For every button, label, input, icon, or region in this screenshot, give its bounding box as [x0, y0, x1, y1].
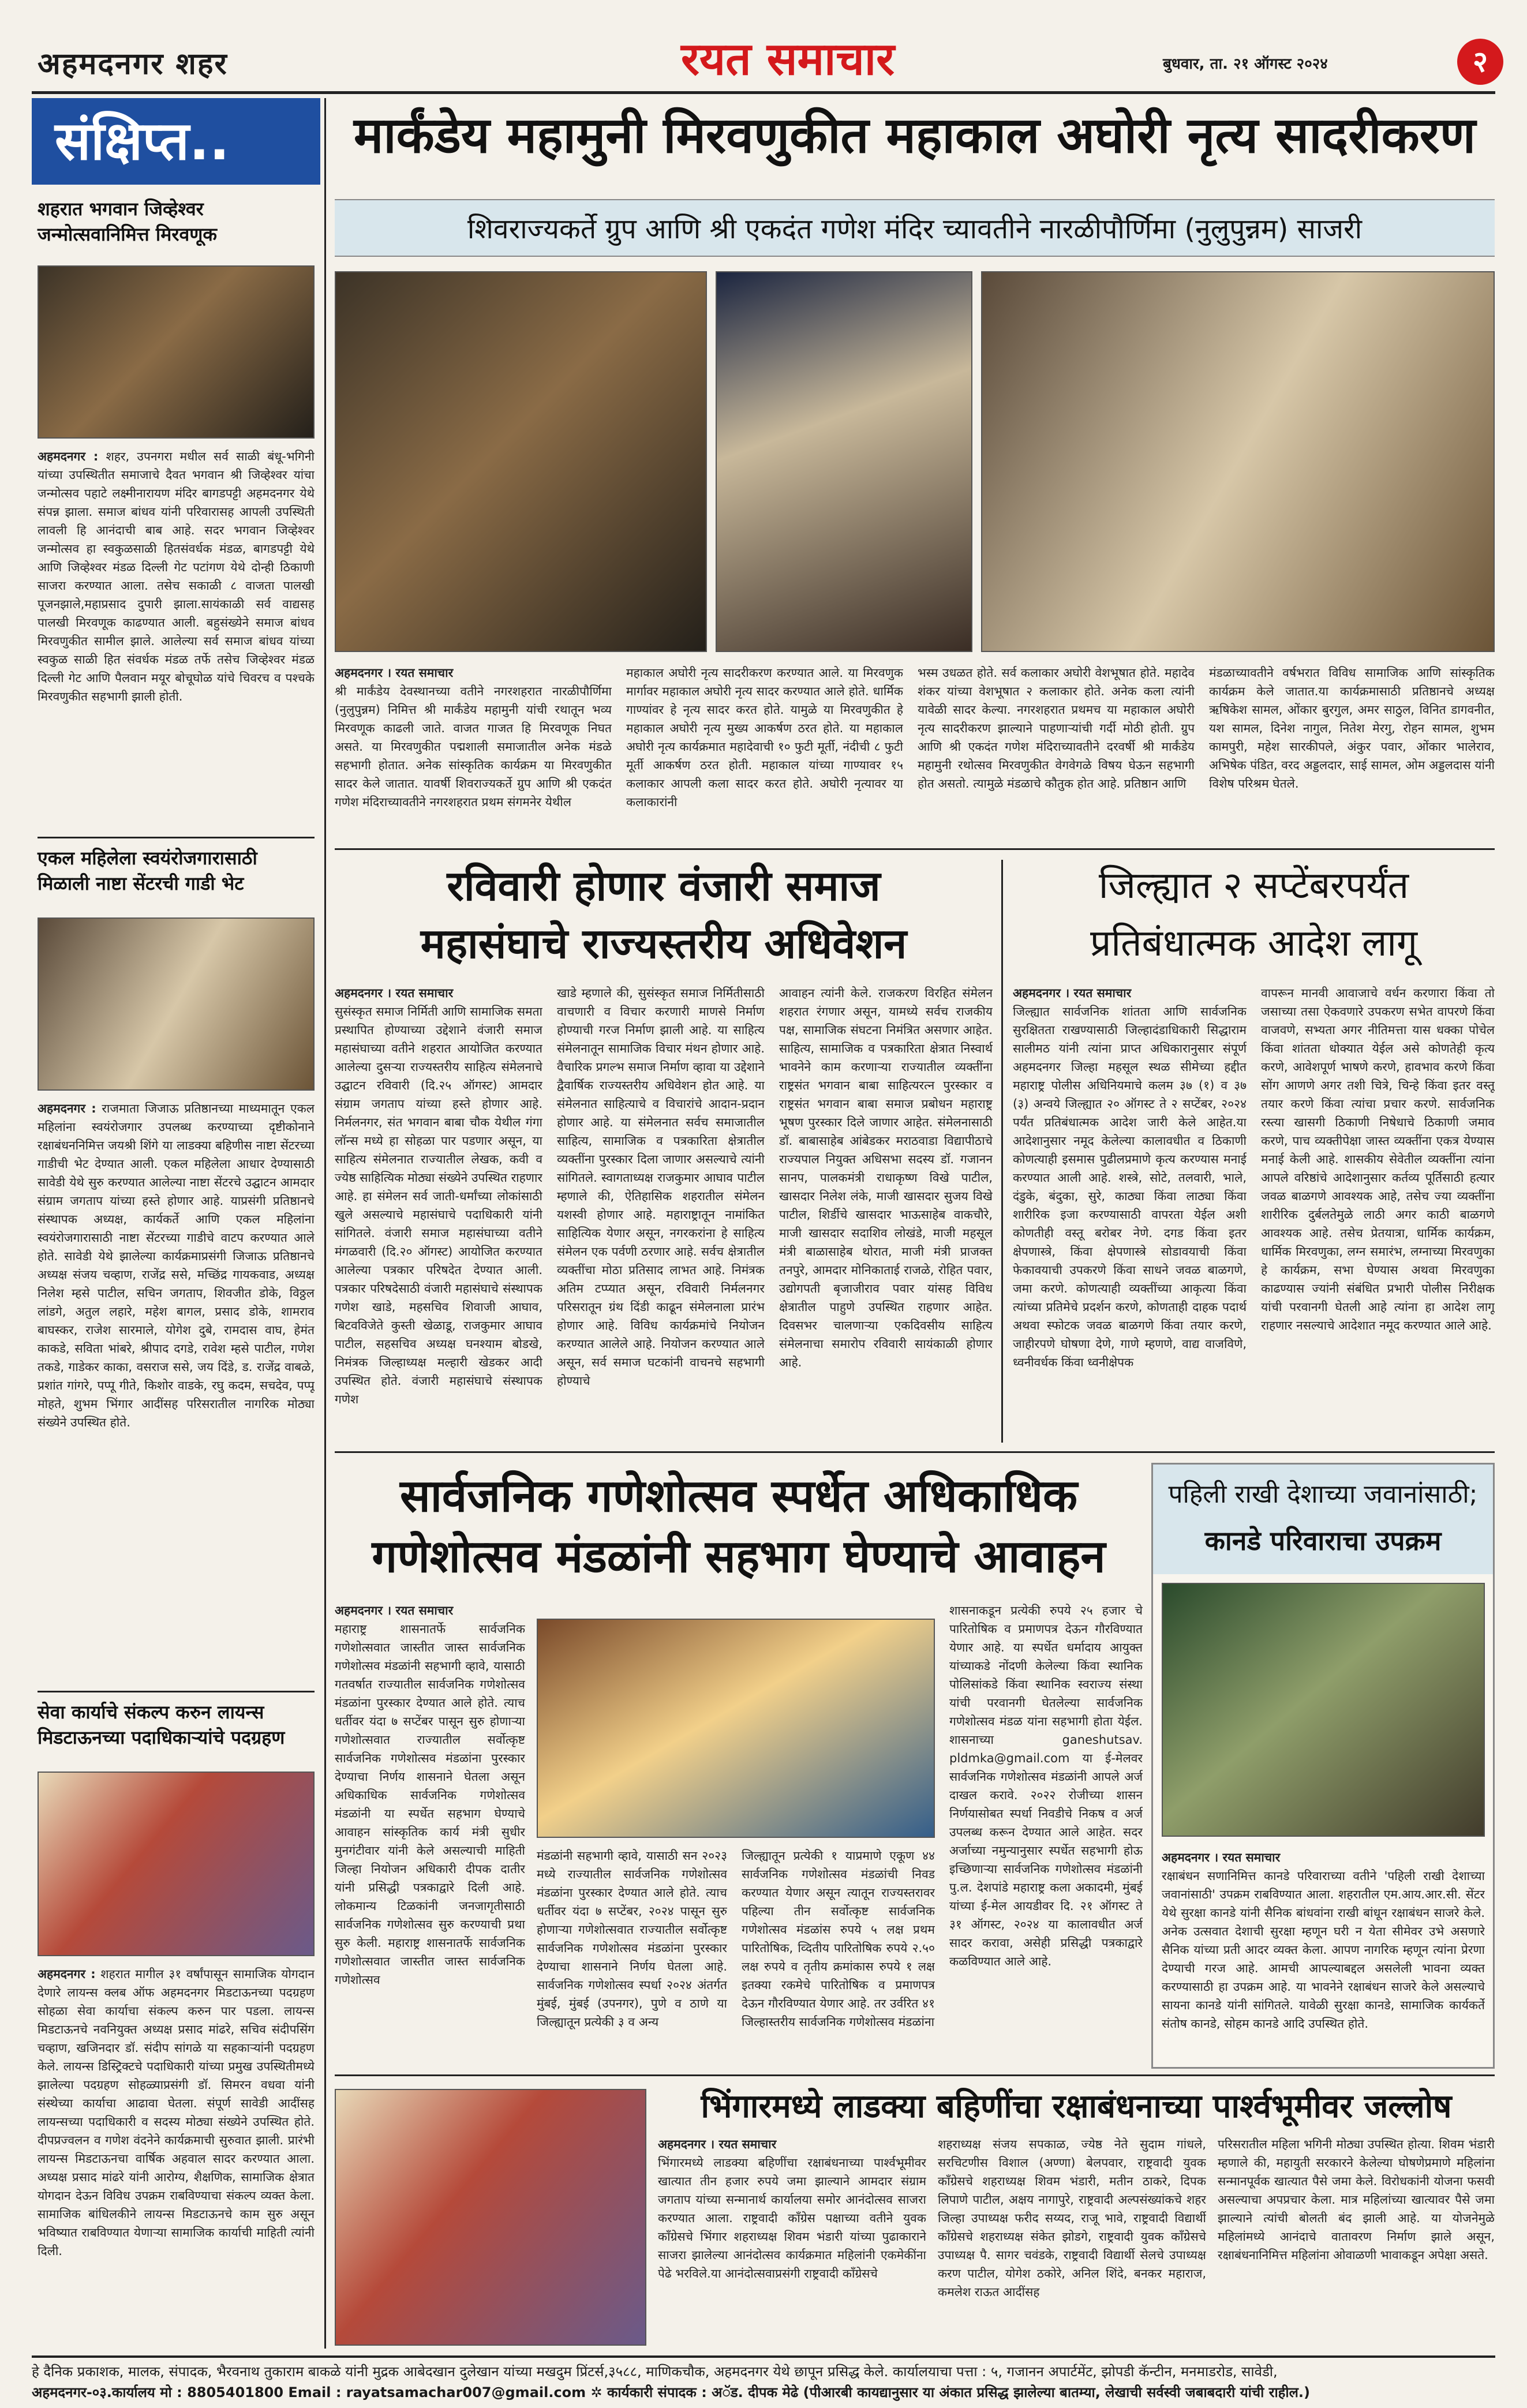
- brief-title-box: [32, 98, 320, 185]
- ganesh-col2: मंडळांनी सहभागी व्हावे, यासाठी सन २०२३ मध्ये राज्यातील सार्वजनिक गणेशोत्सव मंडळांना पुरस्कार देण्यात आले होते. त्याच धर्तीवर यंदा ७ सप्टेंबर, २०२४ पासून सुरु होणाऱ्या गणेशोत्सवात राज्यातील सर्वोत्कृष्ट सार्वजनिक गणेशोत्सव मंडळांना पुरस्कार देण्याचा शासनाने निर्णय घेतला आहे. सार्वजनिक गणेशोत्सव स्पर्धा २०२४ अंतर्गत मुंबई, मुंबई (उपनगर), पुणे व ठाणे या जिल्ह्यातून प्रत्येकी ३ व अन्य: [537, 1849, 727, 2029]
- bhingar-headline: भिंगारमध्ये लाडक्या बहिणींचा रक्षाबंधनाच्या पार्श्वभूमीवर जल्लोष: [701, 2088, 1452, 2125]
- ganesh-headline-1: सार्वजनिक गणेशोत्सव स्पर्धेत अधिकाधिक: [399, 1470, 1077, 1522]
- lead-bottom-rule: [335, 848, 1495, 850]
- ganesh-col1: अहमदनगर । रयत समाचार महाराष्ट्र शासनातर्फे सार्वजनिक गणेशोत्सवात जास्तीत जास्त सार्वजनिक गणेशोत्सव मंडळांनी सहभागी व्हावे, यासाठी गतवर्षात राज्यातील सार्वजनिक गणेशोत्सव मंडळांना पुरस्कार देण्यात आले होते. त्याच धर्तीवर यंदा ७ सप्टेंबर पासून सुरु होणाऱ्या गणेशोत्सवात राज्यातील सर्वोत्कृष्ट सार्वजनिक गणेशोत्सव मंडळांना पुरस्कार देण्याचा निर्णय शासनाने घेतला असून अधिकाधिक सार्वजनिक गणेशोत्सव मंडळांनी या स्पर्धेत सहभाग घेण्याचे आवाहन सांस्कृतिक कार्य मंत्री सुधीर मुनगंटीवार यांनी केले असल्याची माहिती जिल्हा नियोजन अधिकारी दीपक दातीर यांनी प्रसिद्धी पत्रकाद्वारे दिली आहे. लोकमान्य टिळकांनी जनजागृतीसाठी सार्वजनिक गणेशोत्सव सुरु करण्याची प्रथा सुरु केली. महाराष्ट्र शासनातर्फे सार्वजनिक गणेशोत्सवात जास्तीत जास्त सार्वजनिक गणेशोत्सव: [335, 1604, 525, 1987]
- lead-headline: मार्कंडेय महामुनी मिरवणुकीत महाकाल अघोरी नृत्य सादरीकरण: [353, 107, 1476, 164]
- order-story: [1013, 854, 1495, 1448]
- vanjari-col1: अहमदनगर । रयत समाचार सुसंस्कृत समाज निर्मिती आणि सामाजिक समता प्रस्थापित होण्याच्या उद्देशाने वंजारी समाज महासंघाच्या वतीने शहरात आयोजित करण्यात आलेल्या दुसऱ्या राज्यस्तरीय साहित्य संमेलनाचे उद्घाटन रविवारी (दि.२५ ऑगस्ट) आमदार संग्राम जगताप यांच्या हस्ते होणार आहे. निर्मलनगर, संत भगवान बाबा चौक येथील गंगा लॉन्स मध्ये हा सोहळा पार पडणार असून, या साहित्य संमेलनात राज्यातील लेखक, कवी व ज्येष्ठ साहित्यिक मोठ्या संख्येने उपस्थित राहणार आहे. हा संमेलन सर्व जाती-धर्मांच्या लोकांसाठी खुले असल्याचे महासंघाचे पदाधिकारी यांनी सांगितले. वंजारी समाज महासंघाच्या वतीने मंगळवारी (दि.२० ऑगस्ट) आयोजित करण्यात आलेल्या पत्रकार परिषदेत देण्यात आली. पत्रकार परिषदेसाठी वंजारी महासंघाचे संस्थापक गणेश खाडे, महसचिव शिवाजी आघाव, बिटवविजेते कुस्ती खेळाडू, राजकुमार आघाव पाटील, सहसचिव अध्यक्ष घनश्याम बोडखे, निमंत्रक जिल्हाध्यक्ष मल्हारी खेडकर आदी उपस्थित होते. वंजारी महासंघाचे संस्थापक गणेश: [335, 986, 542, 1406]
- rakhi-story: [1151, 1463, 1495, 2069]
- vanjari-col3: आवाहन त्यांनी केले. राजकरण विरहित संमेलन शहरात रंगणार असून, यामध्ये सर्वच राजकीय पक्ष, सामाजिक संघटना निमंत्रित असणार आहेत. साहित्य, सामाजिक व पत्रकारिता क्षेत्रात निस्वार्थ भावनेने काम करणाऱ्या राज्यातील व्यक्तींना राष्ट्रसंत भगवान बाबा साहित्यरत्न पुरस्कार व राष्ट्रसंत भगवान बाबा समाज प्रबोधन महाराष्ट्र भूषण पुरस्कार दिले जाणार आहेत. संमेलनासाठी डॉ. बाबासाहेब आंबेडकर मराठवाडा विद्यापीठाचे राज्यपाल नियुक्त अधिसभा सदस्य डॉ. गजानन सानप, पालकमंत्री राधाकृष्ण विखे पाटील, खासदार निलेश लंके, माजी खासदार सुजय विखे पाटील, शिर्डीचे खासदार भाऊसाहेब वाकचौरे, माजी खासदार सदाशिव लोखंडे, माजी महसूल मंत्री बाळासाहेब थोरात, माजी मंत्री प्राजक्त तनपुरे, आमदार मोनिकाताई राजळे, रोहित पवार, उद्योगपती बृजाजीराव पवार यांसह विविध क्षेत्रातील पाहुणे उपस्थित राहणार आहेत. दिवसभर चालणाऱ्या एकदिवसीय साहित्य संमेलनाचा समारोप रविवारी सायंकाळी होणार आहे.: [779, 986, 993, 1369]
- lead-photo-group: [981, 271, 1495, 652]
- rakhi-headline-2: कानडे परिवाराचा उपक्रम: [1204, 1525, 1442, 1556]
- lower-rule: [335, 2074, 1495, 2076]
- masthead: [32, 32, 1495, 89]
- brief-item3-body: अहमदनगर : शहरात मागील ३१ वर्षांपासून सामाजिक योगदान देणारे लायन्स क्लब ऑफ अहमदनगर मिडटाऊनच्या पदग्रहण सोहळा सेवा कार्याचा संकल्प करुन पार पडला. लायन्स मिडटाऊनचे नवनियुक्त अध्यक्ष प्रसाद मांढरे, सचिव संदीपसिंग चव्हाण, खजिनदार डॉ. संदीप सांगळे या सहकाऱ्यांनी पदग्रहण केले. लायन्स डिस्ट्रिक्टचे पदाधिकारी यांच्या प्रमुख उपस्थितीमध्ये झालेल्या पदग्रहण सोहळ्याप्रसंगी डॉ. सिमरन वधवा यांनी संस्थेच्या कार्याचा आढावा घेतला. संपूर्ण सावेडी आदींसह लायन्सच्या पदाधिकारी व सदस्य मोठ्या संख्येने उपस्थित होते. दीपप्रज्वलन व गणेश वंदनेने कार्यक्रमाची सुरुवात झाली. प्रारंभी लायन्स मिडटाऊनचा वार्षिक अहवाल सादर करण्यात आला. अध्यक्ष प्रसाद मांढरे यांनी आरोग्य, शैक्षणिक, सामाजिक क्षेत्रात योगदान देऊन विविध उपक्रम राबविण्याचा संकल्प व्यक्त केला. सामाजिक बांधिलकीने लायन्स मिडटाऊनचे काम सुरु असून भविष्यात राबविण्यात येणाऱ्या सामाजिक कार्याची माहिती त्यांनी दिली.: [38, 1967, 315, 2258]
- footer-line-1: हे दैनिक प्रकाशक, मालक, संपादक, भैरवनाथ तुकाराम बाकळे यांनी मुद्रक आबेदखान दुलेखान यांच्या मखदुम प्रिंटर्स,३५८८, माणिकचौक, अहमदनगर येथे छापून प्रसिद्ध केले. कार्यालयाचा पत्ता : ५, गजानन अपार्टमेंट, झोपडी कॅन्टीन, मनमाडरोड, सावेडी,: [32, 2364, 1278, 2380]
- rakhi-text: रक्षाबंधन सणानिमित्त कानडे परिवाराच्या वतीने 'पहिली राखी देशाच्या जवानांसाठी' उपक्रम राबविण्यात आला. शहरातील एम.आय.आर.सी. सेंटर येथे सुरक्षा कानडे यांनी सैनिक बांधवांना राखी बांधून रक्षाबंधन साजरे केले. अनेक उत्सवात देशाची सुरक्षा म्हणून घरी न येता सीमेवर उभे असणारे सैनिक यांच्या प्रती आदर व्यक्त केला. आपण नागरिक म्हणून त्यांना प्रेरणा देण्याची गरज आहे. आमची आपल्याबद्दल असलेली भावना व्यक्त करण्यासाठी हा उपक्रम आहे. या भावनेने रक्षाबंधन साजरे केले असल्याचे सायना कानडे यांनी सांगितले. यावेळी सुरक्षा कानडे, सामाजिक कार्यकर्ते संतोष कानडे, सोहम कानडे आदि उपस्थित होते.: [1162, 1869, 1485, 2031]
- lead-col1-text: श्री मार्कंडेय देवस्थानच्या वतीने नगरशहरात नारळीपौर्णिमा (नुलुपुन्नम) निमित्त श्री मार्कंडेय महामुनी यांची रथातून भव्य मिरवणूक काढली जाते. वाजत गाजत हि मिरवणूक निघत असते. या मिरवणुकीत पद्मशाली समाजातील अनेक मंडळे सहभागी होतात. अनेक सांस्कृतिक कार्यक्रम या मिरवणुकीत सादर केले जातात. यावर्षी शिवराज्यकर्ते ग्रुप आणि श्री एकदंत गणेश मंदिराच्यावतीने नगरशहरात प्रथम संगमनेर येथील: [335, 684, 612, 809]
- brief-item3-text: शहरात मागील ३१ वर्षांपासून सामाजिक योगदान देणारे लायन्स क्लब ऑफ अहमदनगर मिडटाऊनच्या पदग्रहण सोहळा सेवा कार्याचा संकल्प करुन पार पडला. लायन्स मिडटाऊनचे नवनियुक्त अध्यक्ष प्रसाद मांढरे, सचिव संदीपसिंग चव्हाण, खजिनदार डॉ. संदीप सांगळे या सहकाऱ्यांनी पदग्रहण केले. लायन्स डिस्ट्रिक्टचे पदाधिकारी यांच्या प्रमुख उपस्थितीमध्ये झालेल्या पदग्रहण सोहळ्याप्रसंगी डॉ. सिमरन वधवा यांनी संस्थेच्या कार्याचा आढावा घेतला. संपूर्ण सावेडी आदींसह लायन्सच्या पदाधिकारी व सदस्य मोठ्या संख्येने उपस्थित होते. दीपप्रज्वलन व गणेश वंदनेने कार्यक्रमाची सुरुवात झाली. प्रारंभी लायन्स मिडटाऊनचा वार्षिक अहवाल सादर करण्यात आला. अध्यक्ष प्रसाद मांढरे यांनी आरोग्य, शैक्षणिक, सामाजिक क्षेत्रात योगदान देऊन विविध उपक्रम राबविण्याचा संकल्प व्यक्त केला. सामाजिक बांधिलकीने लायन्स मिडटाऊनचे काम सुरु असून भविष्यात राबविण्यात येणाऱ्या सामाजिक कार्याची माहिती त्यांनी दिली.: [38, 1967, 315, 2258]
- ganesh-story: [335, 1457, 1143, 2069]
- bhingar-col2: शहराध्यक्ष संजय सपकाळ, ज्येष्ठ नेते सुदाम गांधले, सरचिटणीस विशाल (अण्णा) बेलपवार, राष्ट्रवादी युवक काँग्रेसचे शहराध्यक्ष शिवम भंडारी, मतीन ठाकरे, दिपक लिपाणे पाटील, अक्षय नागापुरे, राष्ट्रवादी अल्पसंख्यांकचे शहर जिल्हा उपाध्यक्ष फरीद सय्यद, राजू भावे, राष्ट्रवादी विद्यार्थी काँग्रेसचे शहराध्यक्ष संकेत झोडगे, राष्ट्रवादी युवक काँग्रेसचे उपाध्यक्ष पै. सागर चवंडके, राष्ट्रवादी विद्यार्थी सेलचे उपाध्यक्ष करण पाटील, योगेश ठकोरे, अनिल शिंदे, बनकर महाराज, कमलेश राऊत आदींसह: [938, 2137, 1206, 2299]
- brief-item1-photo: [38, 265, 315, 439]
- lead-col3: भस्म उधळत होते. सर्व कलाकार अघोरी वेशभूषात होते. महादेव शंकर यांच्या वेशभूषात २ कलाकार होते. अनेक कला त्यांनी यावेळी सादर केल्या. नगरशहरात प्रथमच या महाकाल अघोरी नृत्य सादरीकरण झाल्याने पाहणाऱ्यांची गर्दी मोठी होती. ग्रुप आणि श्री एकदंत गणेश मंदिराच्यावतीने दरवर्षी श्री मार्कंडेय महामुनी रथोत्सव मिरवणुकीत वेगवेगळे विषय घेऊन सहभागी होत असतो. त्यामुळे मंडळाचे कौतुक होत आहे. प्रतिष्ठान आणि: [918, 666, 1195, 791]
- brief-item1-headline: शहरात भगवान जिव्हेश्वर जन्मोत्सवानिमित्त मिरवणूक: [38, 198, 217, 245]
- mid-rule: [335, 1451, 1495, 1453]
- lead-col2: महाकाल अघोरी नृत्य सादरीकरण करण्यात आले. या मिरवणुक मार्गावर महाकाल अघोरी नृत्य सादर करण्यात आले होते. धार्मिक गाण्यांवर हे नृत्य सादर करत होते. यामुळे या मिरवणुकीत हे महाकाल अघोरी नृत्य मुख्य आकर्षण ठरत होते. या महाकाल अघोरी नृत्य कार्यक्रमात महादेवाची १० फुटी मूर्ती, नंदीची ८ फुटी मूर्ती आकर्षण ठरत होती. महाकाल यांच्या गाण्यावर १५ कलाकार आपली कला सादर करत होते. अघोरी नृत्यावर या कलाकारांनी: [626, 666, 903, 809]
- order-col2: वापरून मानवी आवाजाचे वर्धन करणारा किंवा तो जसाच्या तसा ऐकवणारे उपकरण सभेत वापरणे किंवा वाजवणे, सभ्यता अगर नीतिमत्ता यास धक्का पोचेल किंवा शांतता धोक्यात येईल असे कोणतेही कृत्य करणे, आवेशपूर्ण भाषणे करणे, हावभाव करणे किंवा सोंग आणणे अगर तशी चित्रे, चिन्हे किंवा इतर वस्तू तयार करणे किंवा त्यांचा प्रचार करणे. सार्वजनिक रस्त्या खासगी ठिकाणी निषेधाचे ठिकाणी जमाव करणे, पाच व्यक्तीपेक्षा जास्त व्यक्तींना एकत्र येण्यास मनाई केली आहे. शासकीय सेवेतील व्यक्तींना त्यांना आपले वरिष्ठांचे आदेशानुसार कर्तव्य पूर्तिसाठी हत्यार जवळ बाळगणे आवश्यक आहे, तसेच ज्या व्यक्तींना शारीरिक दुर्बलतेमुळे लाठी अगर काठी बाळगणे आवश्यक आहे. तसेच प्रेतयात्रा, धार्मिक कार्यक्रम, धार्मिक मिरवणुका, लग्न समारंभ, लग्नाच्या मिरवणुका हे कार्यक्रम, सभा घेण्यास अथवा मिरवणुका काढण्यास ज्यांनी संबंधित प्रभारी पोलीस निरीक्षक यांची परवानगी घेतली आहे त्यांना हा आदेश लागू राहणार नसल्याचे आदेशात नमूद करण्यात आले आहे.: [1261, 986, 1495, 1332]
- page-number: २: [1473, 45, 1488, 78]
- vanjari-headline-1: रविवारी होणार वंजारी समाज: [447, 862, 881, 910]
- order-headline-2: प्रतिबंधात्मक आदेश लागू: [1090, 922, 1417, 965]
- ganesh-col4: शासनाकडून प्रत्येकी रुपये २५ हजार चे पारितोषिक व प्रमाणपत्र देऊन गौरविण्यात येणार आहे. या स्पर्धेत धर्मादाय आयुक्त यांच्याकडे नोंदणी केलेल्या किंवा स्थानिक पोलिसांकडे किंवा स्थानिक स्वराज्य संस्था यांची परवानगी घेतलेल्या सार्वजनिक गणेशोत्सव मंडळ यांना सहभागी होता येईल. शासनाच्या ganeshutsav. pldmka@gmail.com या ई-मेलवर सार्वजनिक गणेशोत्सव मंडळांनी आपले अर्ज दाखल करावे. २०२२ रोजीच्या शासन निर्णयासोबत स्पर्धा निवडीचे निकष व अर्ज उपलब्ध करून देण्यात आले आहेत. सदर अर्जाच्या नमुन्यानुसार स्पर्धेत सहभागी होऊ इच्छिणाऱ्या सार्वजनिक गणेशोत्सव मंडळांनी पु.ल. देशपांडे महाराष्ट्र कला अकादमी, मुंबई यांच्या ई-मेल आयडीवर दि. २१ ऑगस्ट ते ३१ ऑगस्ट, २०२४ या कालावधीत अर्ज सादर करावा, असेही प्रसिद्धी पत्रकाद्वारे कळविण्यात आले आहे.: [949, 1604, 1143, 1968]
- order-col1-text: जिल्ह्यात सार्वजनिक शांतता आणि सार्वजनिक सुरक्षितता राखण्यासाठी जिल्हादंडाधिकारी सिद्धाराम सालीमठ यांनी त्यांना प्राप्त अधिकारानुसार संपूर्ण अहमदनगर जिल्हा महसूल स्थळ सीमेच्या हद्दीत महाराष्ट्र पोलीस अधिनियमाचे कलम ३७ (१) व ३७ (३) अन्वये जिल्ह्यात २० ऑगस्ट ते २ सप्टेंबर, २०२४ पर्यंत प्रतिबंधात्मक आदेश जारी केले आहेत.या आदेशानुसार नमूद केलेल्या कालावधीत व ठिकाणी कोणत्याही इसमास पुढीलप्रमाणे कृत्य करण्यास मनाई करण्यात आली आहे. शस्त्रे, सोटे, तलवारी, भाले, दंडुके, बंदुका, सुरे, काठ्या किंवा लाठ्या किंवा शारीरिक इजा करण्यासाठी वापरता येईल अशी कोणतीही वस्तू बरोबर नेणे. दगड किंवा इतर क्षेपणास्त्रे, किंवा क्षेपणास्त्रे सोडावयाची किंवा फेकावयाची उपकरणे किंवा साधने जवळ बाळगणे, जमा करणे. कोणत्याही व्यक्तींच्या आकृत्या किंवा त्यांच्या प्रतिमेचे प्रदर्शन करणे, कोणताही दाहक पदार्थ अथवा स्फोटक जवळ बाळगणे किंवा तयार करणे, जाहीरपणे घोषणा देणे, गाणे म्हणणे, वाद्य वाजविणे, ध्वनीवर्धक किंवा ध्वनीक्षेपक: [1013, 1005, 1247, 1369]
- brief-item3-headline: सेवा कार्याचे संकल्प करुन लायन्स मिडटाऊनच्या पदाधिकाऱ्यांचे पदग्रहण: [38, 1701, 285, 1748]
- lead-col4: मंडळाच्यावतीने वर्षभरात विविध सामाजिक आणि सांस्कृतिक कार्यक्रम केले जातात.या कार्यक्रमासाठी प्रतिष्ठानचे अध्यक्ष ऋषिकेश सामल, ओंकार बुरगुल, अमर साठुल, विनित डागवनीत, यश सामल, दिनेश नागुल, नितेश मेरगु, रोहन सामल, शुभम कामपुरी, महेश सारकीपले, अंकुर पवार, ओंकार भालेराव, अभिषेक पंडित, वरद अड्डलदार, साई सामल, ओम अड्डलदास यांनी विशेष परिश्रम घेतले.: [1209, 666, 1495, 791]
- page-number-badge: [1457, 39, 1503, 85]
- order-headline-1: जिल्ह्यात २ सप्टेंबरपर्यंत: [1098, 864, 1409, 907]
- order-col1: अहमदनगर । रयत समाचार जिल्ह्यात सार्वजनिक शांतता आणि सार्वजनिक सुरक्षितता राखण्यासाठी जिल्हादंडाधिकारी सिद्धाराम सालीमठ यांनी त्यांना प्राप्त अधिकारानुसार संपूर्ण अहमदनगर जिल्हा महसूल स्थळ सीमेच्या हद्दीत महाराष्ट्र पोलीस अधिनियमाचे कलम ३७ (१) व ३७ (३) अन्वये जिल्ह्यात २० ऑगस्ट ते २ सप्टेंबर, २०२४ पर्यंत प्रतिबंधात्मक आदेश जारी केले आहेत.या आदेशानुसार नमूद केलेल्या कालावधीत व ठिकाणी कोणत्याही इसमास पुढीलप्रमाणे कृत्य करण्यास मनाई करण्यात आली आहे. शस्त्रे, सोटे, तलवारी, भाले, दंडुके, बंदुका, सुरे, काठ्या किंवा लाठ्या किंवा शारीरिक इजा करण्यासाठी वापरता येईल अशी कोणतीही वस्तू बरोबर नेणे. दगड किंवा इतर क्षेपणास्त्रे, किंवा क्षेपणास्त्रे सोडावयाची किंवा फेकावयाची उपकरणे किंवा साधने जवळ बाळगणे, जमा करणे. कोणत्याही व्यक्तींच्या आकृत्या किंवा त्यांच्या प्रतिमेचे प्रदर्शन करणे, कोणताही दाहक पदार्थ अथवा स्फोटक जवळ बाळगणे किंवा तयार करणे, जाहीरपणे घोषणा देणे, गाणे म्हणणे, वाद्य वाजविणे, ध्वनीवर्धक किंवा ध्वनीक्षेपक: [1013, 986, 1247, 1369]
- ganesh-col3: जिल्ह्यातून प्रत्येकी १ याप्रमाणे एकूण ४४ सार्वजनिक गणेशोत्सव मंडळांची निवड करण्यात येणार असून त्यातून राज्यस्तरावर पहिल्या तीन सर्वोत्कृष्ट सार्वजनिक गणेशोत्सव मंडळांस रुपये ५ लक्ष प्रथम पारितोषिक, व्दितीय पारितोषिक रुपये २.५० लक्ष रुपये व तृतीय क्रमांकास रुपये १ लक्ष इतक्या रकमेचे पारितोषिक व प्रमाणपत्र देऊन गौरविण्यात येणार आहे. तर उर्वरित ४१ जिल्हास्तरीय सार्वजनिक गणेशोत्सव मंडळांना: [742, 1849, 935, 2029]
- vanjari-col1-text: सुसंस्कृत समाज निर्मिती आणि सामाजिक समता प्रस्थापित होण्याच्या उद्देशाने वंजारी समाज महासंघाच्या वतीने शहरात आयोजित करण्यात आलेल्या दुसऱ्या राज्यस्तरीय साहित्य संमेलनाचे उद्घाटन रविवारी (दि.२५ ऑगस्ट) आमदार संग्राम जगताप यांच्या हस्ते होणार आहे. निर्मलनगर, संत भगवान बाबा चौक येथील गंगा लॉन्स मध्ये हा सोहळा पार पडणार असून, या साहित्य संमेलनात राज्यातील लेखक, कवी व ज्येष्ठ साहित्यिक मोठ्या संख्येने उपस्थित राहणार आहे. हा संमेलन सर्व जाती-धर्मांच्या लोकांसाठी खुले असल्याचे महासंघाचे पदाधिकारी यांनी सांगितले. वंजारी समाज महासंघाच्या वतीने मंगळवारी (दि.२० ऑगस्ट) आयोजित करण्यात आलेल्या पत्रकार परिषदेत देण्यात आली. पत्रकार परिषदेसाठी वंजारी महासंघाचे संस्थापक गणेश खाडे, महसचिव शिवाजी आघाव, बिटवविजेते कुस्ती खेळाडू, राजकुमार आघाव पाटील, सहसचिव अध्यक्ष घनश्याम बोडखे, निमंत्रक जिल्हाध्यक्ष मल्हारी खेडकर आदी उपस्थित होते. वंजारी महासंघाचे संस्थापक गणेश: [335, 1005, 542, 1406]
- lead-photo-aghori-dancers: [716, 271, 972, 652]
- vanjari-story: [335, 854, 993, 1448]
- masthead-rule: [32, 91, 1495, 94]
- brief-item1-text: शहर, उपनगरा मधील सर्व साळी बंधू-भगिनी यांच्या उपस्थितीत समाजाचे दैवत भगवान श्री जिव्हेश्वर यांचा जन्मोत्सव पहाटे लक्ष्मीनारायण मंदिर बागडपट्टी अहमदनगर येथे संपन्न झाला. समाज बांधव यांनी परिवारासह आपली उपस्थिती लावली हि आनंदाची बाब आहे. सदर भगवान जिव्हेश्वर जन्मोत्सव हा स्वकुळसाळी हितसंवर्धक मंडळ, बागडपट्टी येथे आणि जिव्हेश्वर मंडळ दिल्ली गेट पटांगण येथे दोन्ही ठिकाणी साजरा करण्यात आला. तसेच सकाळी ८ वाजता पालखी पूजनझाले,महाप्रसाद दुपारी झाला.सायंकाळी सर्व वाद्यसह पालखी मिरवणूक काढण्यात आली. बहुसंख्येने समाज बांधव मिरवणुकीत सामील झाले. आलेल्या सर्व समाज बांधव यांच्या स्वकुळ साळी हित संवर्धक मंडळ तर्फे तसेच जिव्हेश्वर मंडळ दिल्ली गेट आणि पैलवान मयूर बोचूघोळ यांचे चिवरच व पश्चके मिरवणुकीत सहभागी झाली होती.: [38, 450, 315, 703]
- rakhi-body: अहमदनगर । रयत समाचार रक्षाबंधन सणानिमित्त कानडे परिवाराच्या वतीने 'पहिली राखी देशाच्या जवानांसाठी' उपक्रम राबविण्यात आला. शहरातील एम.आय.आर.सी. सेंटर येथे सुरक्षा कानडे यांनी सैनिक बांधवांना राखी बांधून रक्षाबंधन साजरे केले. अनेक उत्सवात देशाची सुरक्षा म्हणून घरी न येता सीमेवर उभे असणारे सैनिक यांच्या प्रती आदर व्यक्त केला. आपण नागरिक म्हणून त्यांना प्रेरणा देण्याची गरज आहे. आमची आपल्याबद्दल असलेली भावना व्यक्त करण्यासाठी हा उपक्रम आहे. या भावनेने रक्षाबंधन साजरे केले असल्याचे सायना कानडे यांनी सांगितले. यावेळी सुरक्षा कानडे, सामाजिक कार्यकर्ते संतोष कानडे, सोहम कानडे आदि उपस्थित होते.: [1162, 1851, 1485, 2031]
- vanjari-headline-2: महासंघाचे राज्यस्तरीय अधिवेशन: [420, 919, 907, 968]
- brief-item2-body: अहमदनगर : राजमाता जिजाऊ प्रतिष्ठानच्या माध्यमातून एकल महिलांना स्वयंरोजगार उपलब्ध करण्याच्या दृष्टीकोनाने रक्षाबंधननिमित्त जयश्री शिंगे या लाडक्या बहिणीस नाष्टा सेंटरच्या गाडीची भेट देण्यात आली. एकल महिलेला आधार देण्यासाठी सावेडी येथे सुरु करण्यात आलेल्या नाष्टा सेंटरचे उद्घाटन आमदार संग्राम जगताप यांच्या हस्ते होणार आहे. याप्रसंगी प्रतिष्ठानचे संस्थापक अध्यक्ष, कार्यकर्ते आणि एकल महिलांना स्वयंरोजगारासाठी नाष्टा सेंटरच्या गाडीचे वाटप करण्यात आले होते. सावेडी येथे झालेल्या कार्यक्रमाप्रसंगी जिजाऊ प्रतिष्ठानचे अध्यक्ष संजय चव्हाण, राजेंद्र ससे, मच्छिंद्र गायकवाड, अध्यक्ष निलेश म्हसे पाटील, सचिन जगताप, शिवजीत डोके, विठ्ठल लांडगे, अतुल लहारे, महेश बागल, प्रसाद डोके, शामराव बाघस्कर, राजेश सारमाले, योगेश दुबे, रामदास वाघ, हेमंत काकडे, सविता भांबरे, श्रीपाद दगडे, रावेश म्हसे पाटील, गणेश तकडे, गाडेकर काका, वसराज ससे, जय दिंडे, ड. राजेंद्र वाबळे, प्रशांत गांगरे, पप्पू गीते, किशोर वाडके, रघु कदम, सचदेव, पप्पू मोहते, शुभम भिंगार आदींसह परिसरातील नागरिक मोठ्या संख्येने उपस्थित होते.: [38, 1102, 315, 1429]
- lead-subheadline: शिवराज्यकर्ते ग्रुप आणि श्री एकदंत गणेश मंदिर च्यावतीने नारळीपौर्णिमा (नुलुपुन्नम) साजरी: [467, 213, 1363, 245]
- brief-item3-photo: [38, 1772, 315, 1956]
- brief-column: [32, 98, 326, 2349]
- rakhi-headline-1: पहिली राखी देशाच्या जवानांसाठी;: [1168, 1480, 1478, 1509]
- paper-title: रयत समाचार: [681, 33, 895, 85]
- brief-title: संक्षिप्त..: [55, 110, 230, 172]
- brief-divider-2: [38, 1691, 315, 1692]
- bhingar-col1: अहमदनगर । रयत समाचार भिंगारमध्ये लाडक्या बहिणींचा रक्षाबंधनाच्या पार्श्वभूमीवर खात्यात तीन हजार रुपये जमा झाल्याने आमदार संग्राम जगताप यांच्या सन्मानार्थ कार्यालया समोर आनंदोत्सव साजरा करण्यात आला. राष्ट्रवादी काँग्रेस पक्षाच्या वतीने युवक काँग्रेसचे भिंगार शहराध्यक्ष शिवम भंडारी यांच्या पुढाकाराने साजरा झालेल्या आनंदोत्सव कार्यक्रमात महिलांनी एकमेकींना पेढे भरविले.या आनंदोत्सवाप्रसंगी राष्ट्रवादी काँग्रेसचे: [658, 2137, 926, 2280]
- issue-date: बुधवार, ता. २१ ऑगस्ट २०२४: [1163, 55, 1328, 73]
- ganesh-headline-2: गणेशोत्सव मंडळांनी सहभाग घेण्याचे आवाहन: [372, 1531, 1106, 1583]
- lead-photo-fire-dance: [335, 271, 707, 652]
- ganesh-col1-text: महाराष्ट्र शासनातर्फे सार्वजनिक गणेशोत्सवात जास्तीत जास्त सार्वजनिक गणेशोत्सव मंडळांनी सहभागी व्हावे, यासाठी गतवर्षात राज्यातील सार्वजनिक गणेशोत्सव मंडळांना पुरस्कार देण्यात आले होते. त्याच धर्तीवर यंदा ७ सप्टेंबर पासून सुरु होणाऱ्या गणेशोत्सवात राज्यातील सर्वोत्कृष्ट सार्वजनिक गणेशोत्सव मंडळांना पुरस्कार देण्याचा निर्णय शासनाने घेतला असून अधिकाधिक सार्वजनिक गणेशोत्सव मंडळांनी या स्पर्धेत सहभाग घेण्याचे आवाहन सांस्कृतिक कार्य मंत्री सुधीर मुनगंटीवार यांनी केले असल्याची माहिती जिल्हा नियोजन अधिकारी दीपक दातीर यांनी प्रसिद्धी पत्रकाद्वारे दिली आहे. लोकमान्य टिळकांनी जनजागृतीसाठी सार्वजनिक गणेशोत्सव सुरु करण्याची प्रथा सुरु केली. महाराष्ट्र शासनातर्फे सार्वजनिक गणेशोत्सवात जास्तीत जास्त सार्वजनिक गणेशोत्सव: [335, 1622, 525, 1987]
- brief-item2-text: राजमाता जिजाऊ प्रतिष्ठानच्या माध्यमातून एकल महिलांना स्वयंरोजगार उपलब्ध करण्याच्या दृष्टीकोनाने रक्षाबंधननिमित्त जयश्री शिंगे या लाडक्या बहिणीस नाष्टा सेंटरच्या गाडीची भेट देण्यात आली. एकल महिलेला आधार देण्यासाठी सावेडी येथे सुरु करण्यात आलेल्या नाष्टा सेंटरचे उद्घाटन आमदार संग्राम जगताप यांच्या हस्ते होणार आहे. याप्रसंगी प्रतिष्ठानचे संस्थापक अध्यक्ष, कार्यकर्ते आणि एकल महिलांना स्वयंरोजगारासाठी नाष्टा सेंटरच्या गाडीचे वाटप करण्यात आले होते. सावेडी येथे झालेल्या कार्यक्रमाप्रसंगी जिजाऊ प्रतिष्ठानचे अध्यक्ष संजय चव्हाण, राजेंद्र ससे, मच्छिंद्र गायकवाड, अध्यक्ष निलेश म्हसे पाटील, सचिन जगताप, शिवजीत डोके, विठ्ठल लांडगे, अतुल लहारे, महेश बागल, प्रसाद डोके, शामराव बाघस्कर, राजेश सारमाले, योगेश दुबे, रामदास वाघ, हेमंत काकडे, सविता भांबरे, श्रीपाद दगडे, रावेश म्हसे पाटील, गणेश तकडे, गाडेकर काका, वसराज ससे, जय दिंडे, ड. राजेंद्र वाबळे, प्रशांत गांगरे, पप्पू गीते, किशोर वाडके, रघु कदम, सचदेव, पप्पू मोहते, शुभम भिंगार आदींसह परिसरातील नागरिक मोठ्या संख्येने उपस्थित होते.: [38, 1102, 315, 1429]
- lead-story: [335, 98, 1495, 848]
- lead-subheadline-box: [335, 199, 1495, 257]
- footer-imprint: [32, 2361, 1495, 2405]
- section-name: अहमदनगर शहर: [38, 47, 228, 81]
- brief-item1-body: अहमदनगर : शहर, उपनगरा मधील सर्व साळी बंधू-भगिनी यांच्या उपस्थितीत समाजाचे दैवत भगवान श्री जिव्हेश्वर यांचा जन्मोत्सव पहाटे लक्ष्मीनारायण मंदिर बागडपट्टी अहमदनगर येथे संपन्न झाला. समाज बांधव यांनी परिवारासह आपली उपस्थिती लावली हि आनंदाची बाब आहे. सदर भगवान जिव्हेश्वर जन्मोत्सव हा स्वकुळसाळी हितसंवर्धक मंडळ, बागडपट्टी येथे आणि जिव्हेश्वर मंडळ दिल्ली गेट पटांगण येथे दोन्ही ठिकाणी साजरा करण्यात आला. तसेच सकाळी ८ वाजता पालखी पूजनझाले,महाप्रसाद दुपारी झाला.सायंकाळी सर्व वाद्यसह पालखी मिरवणूक काढण्यात आली. बहुसंख्येने समाज बांधव मिरवणुकीत सामील झाले. आलेल्या सर्व समाज बांधव यांच्या स्वकुळ साळी हित संवर्धक मंडळ तर्फे तसेच जिव्हेश्वर मंडळ दिल्ली गेट आणि पैलवान मयूर बोचूघोळ यांचे चिवरच व पश्चके मिरवणुकीत सहभागी झाली होती.: [38, 450, 315, 703]
- bhingar-col1-text: भिंगारमध्ये लाडक्या बहिणींचा रक्षाबंधनाच्या पार्श्वभूमीवर खात्यात तीन हजार रुपये जमा झाल्याने आमदार संग्राम जगताप यांच्या सन्मानार्थ कार्यालया समोर आनंदोत्सव साजरा करण्यात आला. राष्ट्रवादी काँग्रेस पक्षाच्या वतीने युवक काँग्रेसचे भिंगार शहराध्यक्ष शिवम भंडारी यांच्या पुढाकाराने साजरा झालेल्या आनंदोत्सव कार्यक्रमात महिलांनी एकमेकींना पेढे भरविले.या आनंदोत्सवाप्रसंगी राष्ट्रवादी काँग्रेसचे: [658, 2156, 926, 2280]
- lead-col1: अहमदनगर । रयत समाचार श्री मार्कंडेय देवस्थानच्या वतीने नगरशहरात नारळीपौर्णिमा (नुलुपुन्नम) निमित्त श्री मार्कंडेय महामुनी यांची रथातून भव्य मिरवणूक काढली जाते. वाजत गाजत हि मिरवणूक निघत असते. या मिरवणुकीत पद्मशाली समाजातील अनेक मंडळे सहभागी होतात. अनेक सांस्कृतिक कार्यक्रम या मिरवणुकीत सादर केले जातात. यावर्षी शिवराज्यकर्ते ग्रुप आणि श्री एकदंत गणेश मंदिराच्यावतीने नगरशहरात प्रथम संगमनेर येथील: [335, 666, 612, 809]
- rakhi-headline-box: [1153, 1465, 1493, 1574]
- footer-line-2: अहमदनगर-०३.कार्यालय मो : 8805401800 Email : rayatsamachar007@gmail.com ✲ कार्यकारी संपादक : अॅड. दीपक मेढे (पीआरबी कायद्यानुसार या अंकात प्रसिद्ध झालेल्या बातम्या, लेखाची सर्वस्वी जबाबदारी यांची राहील.): [32, 2384, 1311, 2400]
- brief-item2-headline: एकल महिलेला स्वयंरोजगारासाठी मिळाली नाष्टा सेंटरची गाडी भेट: [38, 847, 257, 894]
- bhingar-photo-women: [335, 2089, 646, 2346]
- bhingar-story: [335, 2080, 1495, 2351]
- vanjari-col2: खाडे म्हणाले की, सुसंस्कृत समाज निर्मितीसाठी वाचणारी व विचार करणारी माणसे निर्माण होण्याची गरज निर्माण झाली आहे. या साहित्य संमेलनातून सामाजिक विचार मंथन होणार आहे. वैचारिक प्रगल्भ समाज निर्माण व्हावा या उद्देशाने द्वैवार्षिक राज्यस्तरीय अधिवेशन होत आहे. या संमेलनात साहित्याचे व विचारांचे आदान-प्रदान होणार आहे. या संमेलनात सर्वच समाजातील साहित्य, सामाजिक व पत्रकारिता क्षेत्रातील व्यक्तींना पुरस्कार दिला जाणार असल्याचे त्यांनी सांगितले. स्वागताध्यक्ष राजकुमार आघाव पाटील म्हणाले की, ऐतिहासिक शहरातील संमेलन यशस्वी होणार आहे. महाराष्ट्रातून नामांकित साहित्यिक येणार असून, नगरकरांना हे साहित्य संमेलन एक पर्वणी ठरणार आहे. सर्वच क्षेत्रातील व्यक्तींचा मोठा प्रतिसाद लाभत आहे. निमंत्रक अतिम टप्प्यात असून, रविवारी निर्मलनगर परिसरातून ग्रंथ दिंडी काढून संमेलनाला प्रारंभ होणार आहे. विविध कार्यक्रमांचे नियोजन करण्यात आलेले आहे. नियोजन करण्यात आले असून, सर्व समाज घटकांनी वाचनचे सहभागी होण्याचे: [557, 986, 765, 1388]
- footer-rule: [32, 2355, 1495, 2358]
- vanjari-order-divider: [1001, 860, 1003, 1443]
- rakhi-photo-soldiers: [1162, 1583, 1485, 1837]
- brief-item2-photo: [38, 917, 315, 1091]
- ganesh-photo-idol: [537, 1619, 935, 1838]
- bhingar-col3: परिसरातील महिला भगिनी मोठ्या उपस्थित होत्या. शिवम भंडारी म्हणाले की, महायुती सरकारने केलेल्या घोषणेप्रमाणे महिलांना सन्मानपूर्वक खात्यात पैसे जमा केले. विरोधकांनी योजना फसवी असल्याचा अपप्रचार केला. मात्र महिलांच्या खात्यावर पैसे जमा झाल्याने त्यांची बोलती बंद झाली आहे. या योजनेमुळे महिलांमध्ये आनंदाचे वातावरण निर्माण झाले असून, रक्षाबंधनानिमित्त महिलांना ओवाळणी भावाकडून अपेक्षा असते.: [1218, 2137, 1495, 2262]
- brief-divider-1: [38, 837, 315, 838]
